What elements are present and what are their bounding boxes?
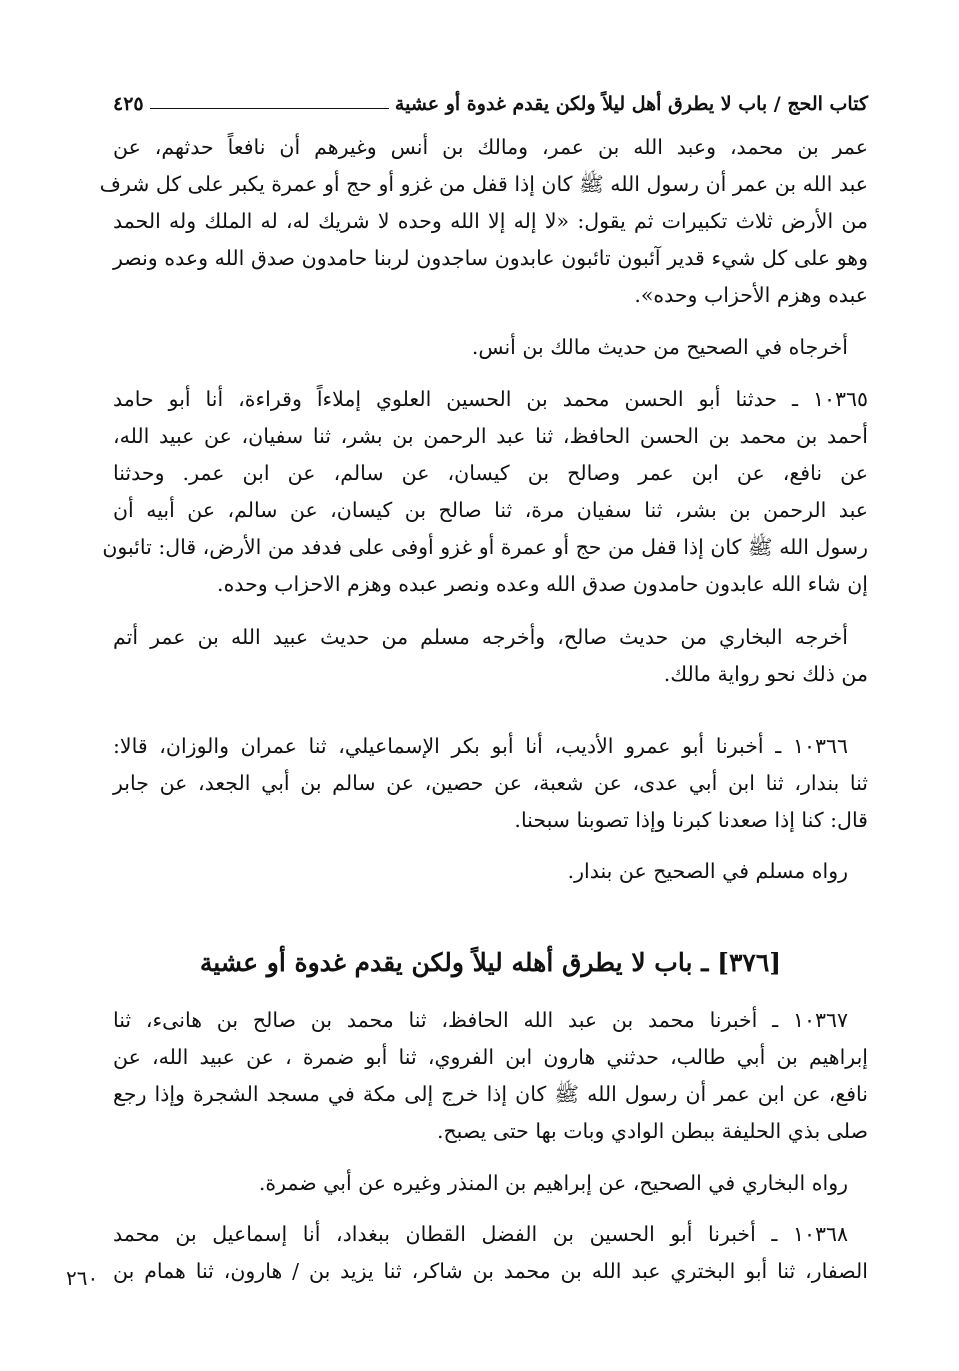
- takhrij-line: رواه مسلم في الصحيح عن بندار.: [567, 859, 848, 883]
- text-line: عبده وهزم الأحزاب وحده».: [634, 283, 868, 307]
- header-title: كتاب الحج / باب لا يطرق أهل ليلاً ولكن يقدم غدوة أو عشية: [394, 93, 868, 115]
- text-line: وهو على كل شيء قدير آئبون تائبون عابدون ساجدون لربنا حامدون صدق الله وعده ونصر: [113, 246, 868, 270]
- takhrij-line: أخرجه البخاري من حديث صالح، وأخرجه مسلم من حديث عبيد الله بن عمر أتم: [113, 625, 848, 649]
- hadith-line: أحمد بن محمد بن الحسن الحافظ، ثنا عبد الرحمن بن بشر، ثنا سفيان، عن عبيد الله،: [113, 424, 868, 448]
- hadith-line: إن شاء الله عابدون حامدون صدق الله وعده ونصر عبده وهزم الاحزاب وحده.: [217, 572, 868, 596]
- takhrij-line: أخرجاه في الصحيح من حديث مالك بن أنس.: [471, 335, 848, 359]
- text-line: من الأرض ثلاث تكبيرات ثم يقول: «لا إله إلا الله وحده لا شريك له، له الملك وله الحمد: [113, 209, 868, 233]
- hadith-line: عبد الرحمن بن بشر، ثنا سفيان مرة، ثنا صالح بن كيسان، عن سالم، عن أبيه أن: [113, 498, 868, 522]
- hadith-line: نافع، عن ابن عمر أن رسول الله ﷺ كان إذا خرج إلى مكة في مسجد الشجرة وإذا رجع: [113, 1082, 868, 1106]
- text-line: عبد الله بن عمر أن رسول الله ﷺ كان إذا قفل من غزو أو حج أو عمرة يكبر على كل شرف: [99, 172, 868, 196]
- hadith-line: ثنا بندار، ثنا ابن أبي عدى، عن شعبة، عن حصين، عن سالم بن أبي الجعد، عن جابر: [113, 771, 868, 795]
- text-line: عمر بن محمد، وعبد الله بن عمر، ومالك بن أنس وغيرهم أن نافعاً حدثهم، عن: [113, 135, 868, 159]
- hadith-line: ١٠٣٦٥ ـ حدثنا أبو الحسن محمد بن الحسين العلوي إملاءاً وقراءة، أنا أبو حامد: [113, 387, 868, 411]
- hadith-line: إبراهيم بن أبي طالب، حدثني هارون ابن الفروي، ثنا أبو ضمرة ، عن عبيد الله، عن: [113, 1045, 868, 1069]
- hadith-line: ١٠٣٦٨ ـ أخبرنا أبو الحسين بن الفضل القطان ببغداد، أنا إسماعيل بن محمد: [113, 1222, 848, 1246]
- hadith-line: قال: كنا إذا صعدنا كبرنا وإذا تصوبنا سبحنا.: [514, 808, 868, 832]
- page-number: ٤٢٥: [113, 93, 144, 115]
- hadith-line: صلى بذي الحليفة ببطن الوادي وبات بها حتى يصبح.: [436, 1119, 868, 1143]
- section-heading: [٣٧٦] ـ باب لا يطرق أهله ليلاً ولكن يقدم غدوة أو عشية: [199, 948, 782, 977]
- running-header: [113, 82, 868, 114]
- hadith-line: رسول الله ﷺ كان إذا قفل من حج أو عمرة أو غزو أوفى على فدفد من الأرض، قال: تائبون: [102, 535, 868, 559]
- margin-volume-page-number: ٢٦٠: [66, 1266, 99, 1290]
- hadith-line: عن نافع، عن ابن عمر وصالح بن كيسان، عن سالم، عن ابن عمر. وحدثنا: [113, 461, 868, 485]
- hadith-line: ١٠٣٦٦ ـ أخبرنا أبو عمرو الأديب، أنا أبو بكر الإسماعيلي، ثنا عمران والوزان، قالا:: [113, 734, 848, 758]
- hadith-line: ١٠٣٦٧ ـ أخبرنا محمد بن عبد الله الحافظ، ثنا محمد بن صالح بن هانىء، ثنا: [113, 1008, 848, 1032]
- takhrij-line: رواه البخاري في الصحيح، عن إبراهيم بن المنذر وغيره عن أبي ضمرة.: [258, 1171, 848, 1195]
- hadith-line: الصفار، ثنا أبو البختري عبد الله بن محمد بن شاكر، ثنا يزيد بن / هارون، ثنا همام بن: [113, 1259, 868, 1283]
- header-rule: [150, 108, 389, 109]
- takhrij-line: من ذلك نحو رواية مالك.: [663, 662, 868, 686]
